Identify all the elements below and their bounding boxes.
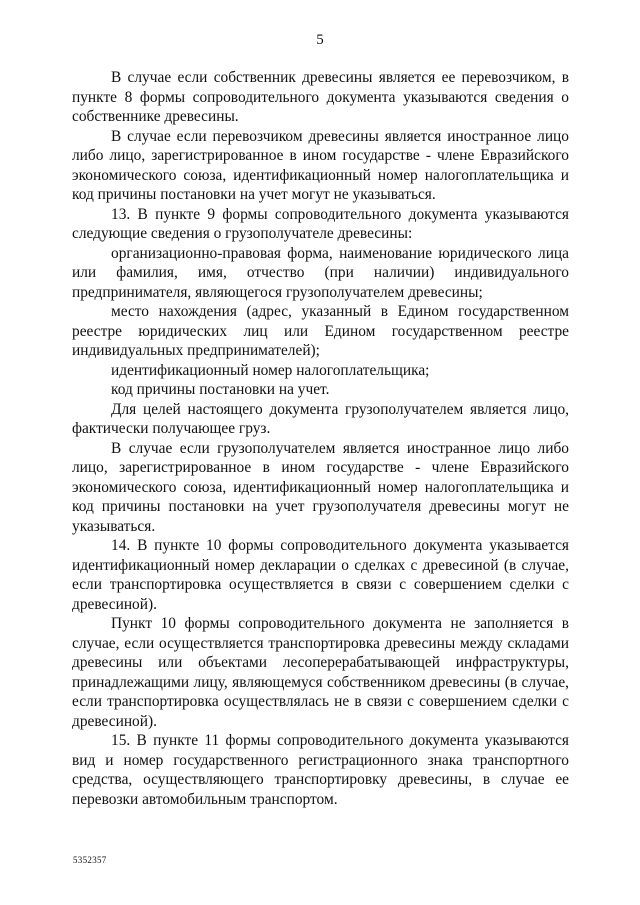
paragraph-foreign-carrier: В случае если перевозчиком древесины является иностранное лицо либо лицо, зарегистрированное в ином государстве - члене Евразийского экономического союза, идентификационный номер налогоплательщика и код причины постановки на учет могут не указываться. [72,127,569,203]
paragraph-consignee-definition: Для целей настоящего документа грузополучателем является лицо, фактически получающее груз. [72,400,569,437]
paragraph-item-15: 15. В пункте 11 формы сопроводительного документа указываются вид и номер государственного регистрационного знака транспортного средства, осуществляющего транспортировку древесины, в случае ее перевозки автомобильным транспортом. [72,732,569,808]
paragraph-legal-form: организационно-правовая форма, наименование юридического лица или фамилия, имя, отчество (при наличии) индивидуального предпринимателя, являющегося грузополучателем древесины; [72,244,569,301]
paragraph-inn: идентификационный номер налогоплательщика; [111,361,430,379]
paragraph-item-13: 13. В пункте 9 формы сопроводительного документа указываются следующие сведения о грузополучателе древесины: [72,205,569,242]
paragraph-foreign-consignee: В случае если грузополучателем является иностранное лицо либо лицо, зарегистрированное в ином государстве - члене Евразийского экономического союза, идентификационный номер налогоплательщика и код причины постановки на учет грузополучателя древесины могут не указываться. [72,439,569,535]
paragraph-location: место нахождения (адрес, указанный в Едином государственном реестре юридических лиц или Едином государственном реестре индивидуальных предпринимателей); [72,303,569,359]
paragraph-owner-carrier: В случае если собственник древесины является ее перевозчиком, в пункте 8 формы сопроводительного документа указываются сведения о собственнике древесины. [72,69,569,125]
page-number: 5 [316,32,324,48]
document-code: 5352357 [73,855,107,865]
document-body [72,68,569,809]
paragraph-kpp: код причины постановки на учет. [111,381,330,398]
paragraph-item-10-exception: Пункт 10 формы сопроводительного документа не заполняется в случае, если осуществляется транспортировка древесины между складами древесины или объектами лесоперерабатывающей инфраструктуры, принадлежащими лицу, являющемуся собственником древесины (в случае, если транспортировка осуществлялась не в связи с совершением сделки с древесиной). [72,615,569,730]
paragraph-item-14: 14. В пункте 10 формы сопроводительного документа указывается идентификационный номер декларации о сделках с древесиной (в случае, если транспортировка осуществляется в связи с совершением сделки с древесиной). [72,537,569,613]
